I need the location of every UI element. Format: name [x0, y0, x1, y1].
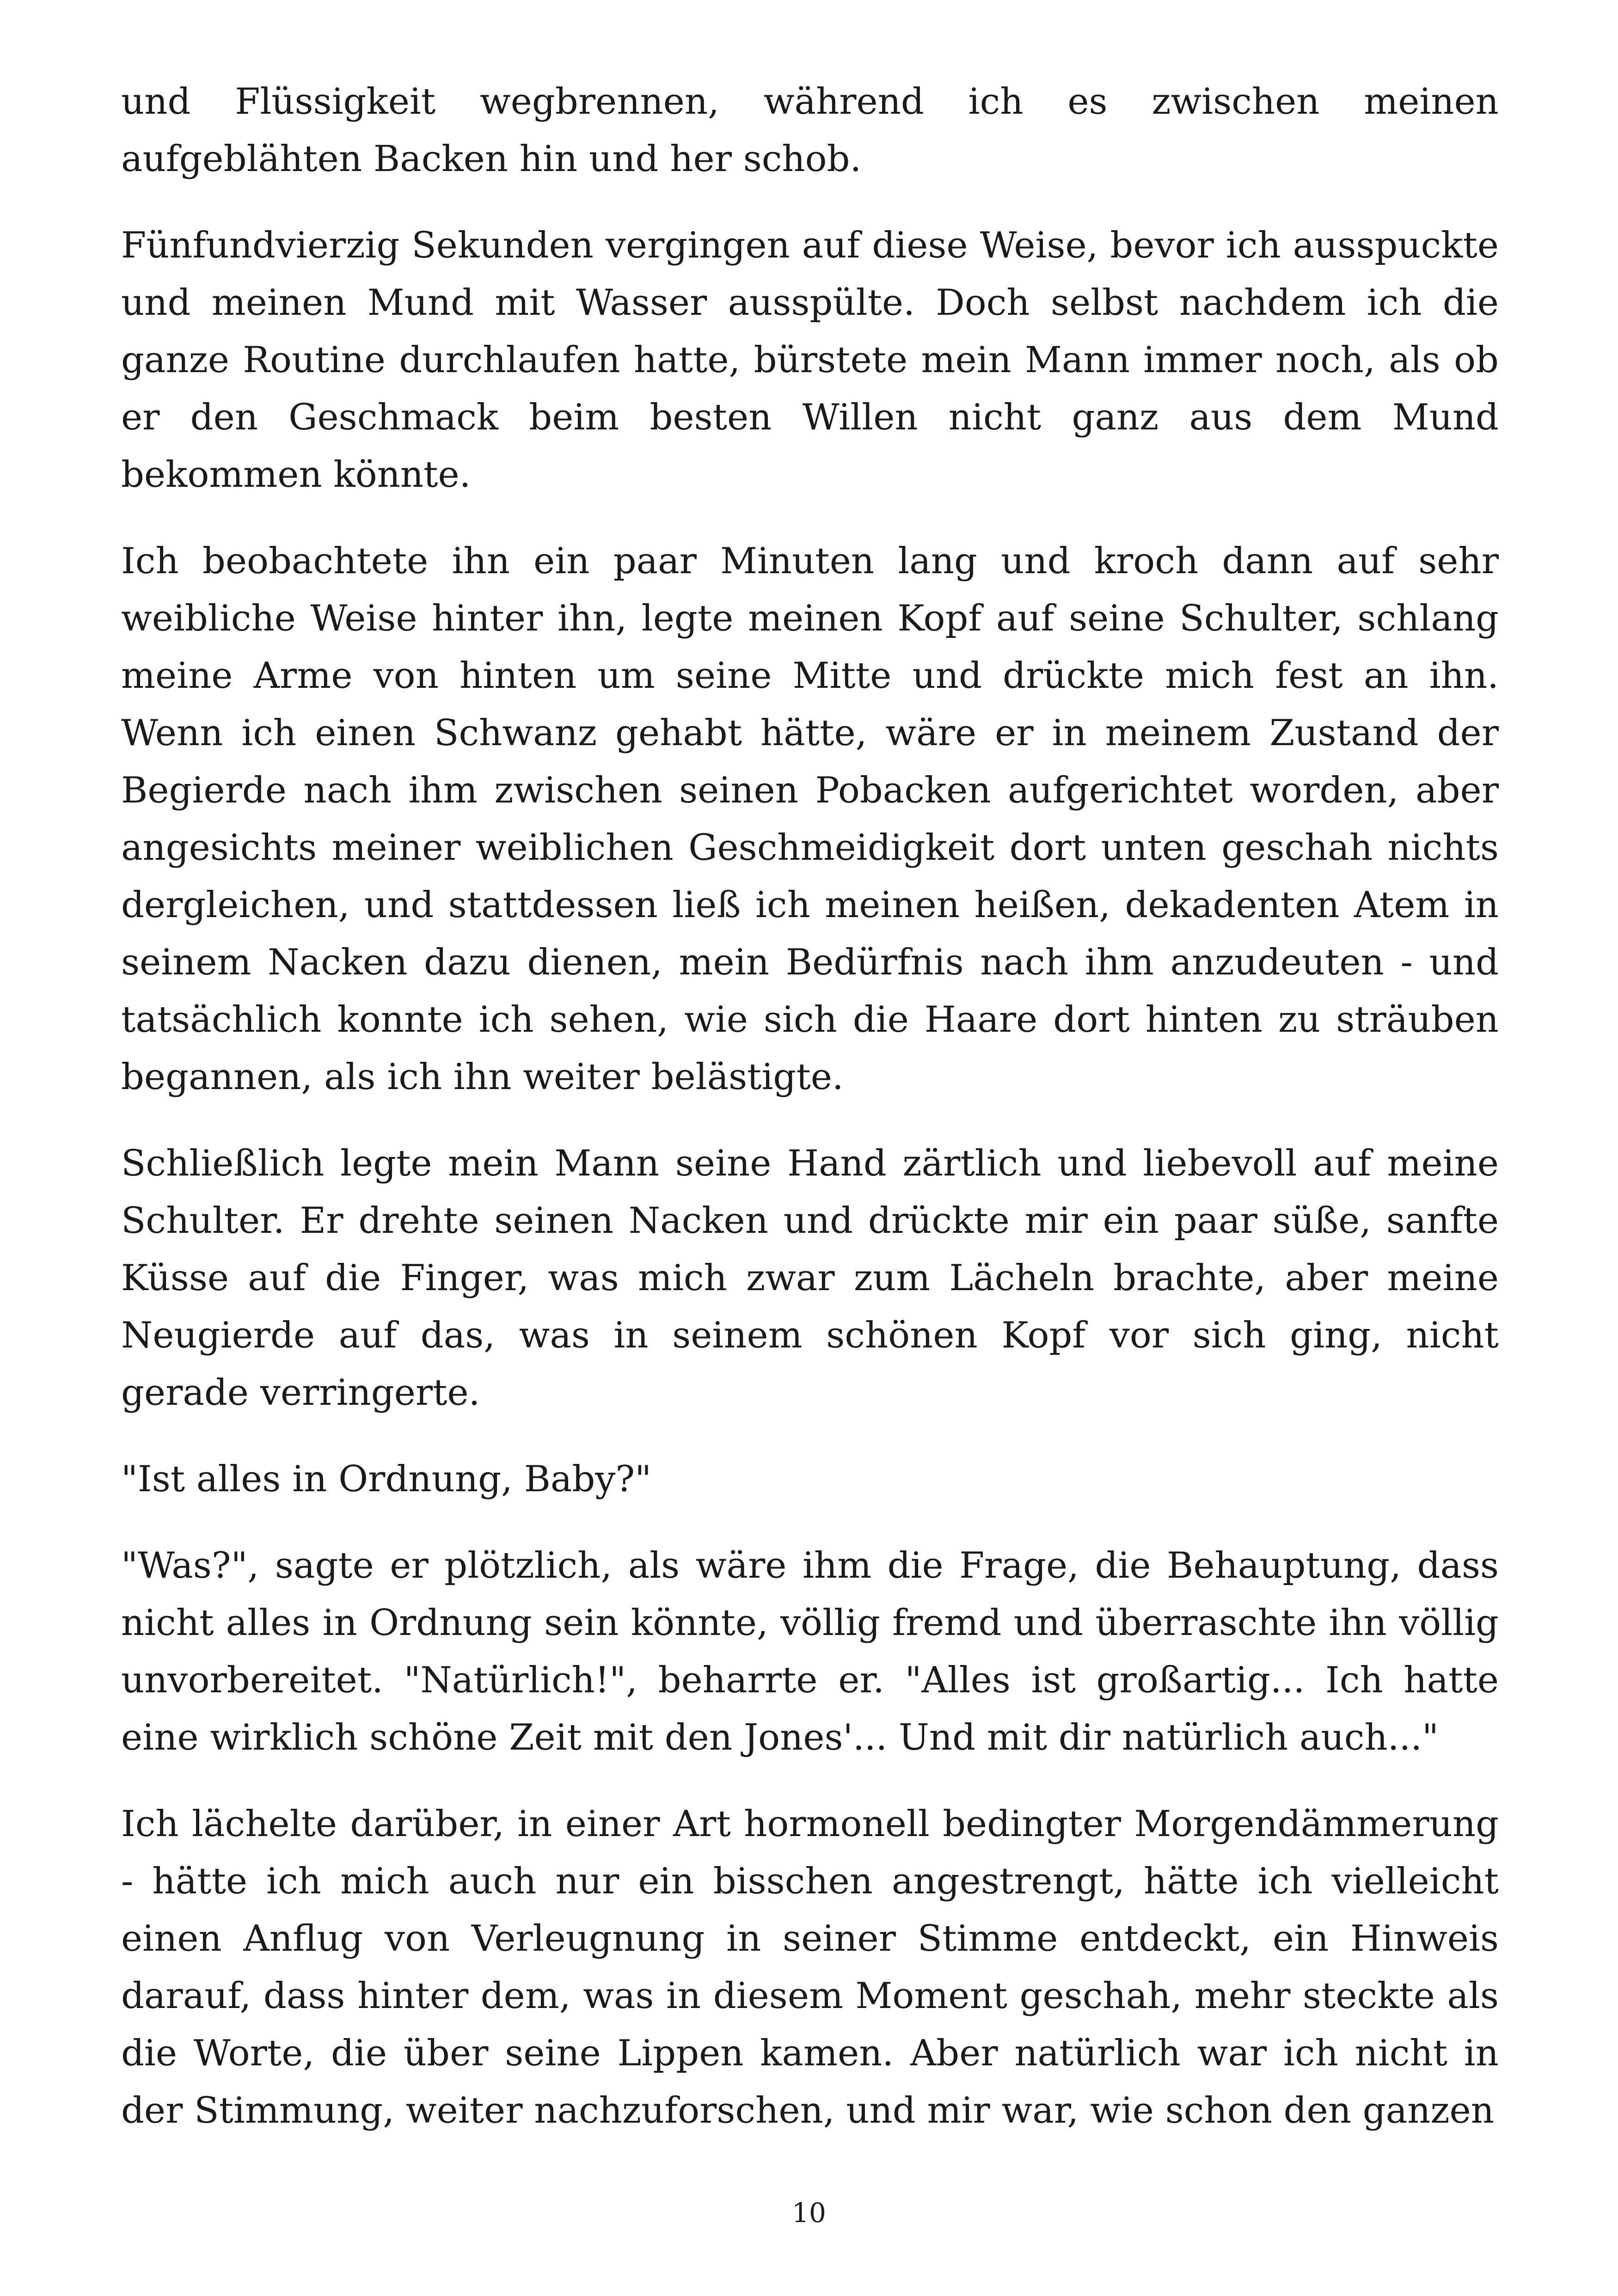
paragraph-6: "Was?", sagte er plötzlich, als wäre ihm die Frage, die Behauptung, dass nicht alles in Ordnung sein könnte, völlig fremd und überraschte ihn völlig unvorbereitet. "Natürlich!", beharrte er. "Alles ist großartig... Ich hatte eine wirklich schöne Zeit mit den Jones'... Und mit dir natürlich auch...": [121, 1545, 1499, 1758]
page-body-text: [121, 73, 1499, 2168]
paragraph-5-dialogue: "Ist alles in Ordnung, Baby?": [121, 1458, 652, 1500]
paragraph-7: Ich lächelte darüber, in einer Art hormonell bedingter Morgendämmerung - hätte ich mich auch nur ein bisschen angestrengt, hätte ich vielleicht einen Anflug von Verleugnung in seiner Stimme entdeckt, ein Hinweis darauf, dass hinter dem, was in diesem Moment geschah, mehr steckte als die Worte, die über seine Lippen kamen. Aber natürlich war ich nicht in der Stimmung, weiter nachzuforschen, und mir war, wie schon den ganzen: [121, 1803, 1499, 2131]
page-number: 10: [792, 2197, 826, 2229]
paragraph-4: Schließlich legte mein Mann seine Hand zärtlich und liebevoll auf meine Schulter. Er drehte seinen Nacken und drückte mir ein paar süße, sanfte Küsse auf die Finger, was mich zwar zum Lächeln brachte, aber meine Neugierde auf das, was in seinem schönen Kopf vor sich ging, nicht gerade verringerte.: [121, 1143, 1499, 1414]
paragraph-2: Fünfundvierzig Sekunden vergingen auf diese Weise, bevor ich ausspuckte und meinen Mund mit Wasser ausspülte. Doch selbst nachdem ich die ganze Routine durchlaufen hatte, bürstete mein Mann immer noch, als ob er den Geschmack beim besten Willen nicht ganz aus dem Mund bekommen könnte.: [121, 225, 1499, 496]
paragraph-1: und Flüssigkeit wegbrennen, während ich es zwischen meinen aufgeblähten Backen hin und her schob.: [121, 81, 1499, 180]
paragraph-3: Ich beobachtete ihn ein paar Minuten lang und kroch dann auf sehr weibliche Weise hinter ihn, legte meinen Kopf auf seine Schulter, schlang meine Arme von hinten um seine Mitte und drückte mich fest an ihn. Wenn ich einen Schwanz gehabt hätte, wäre er in meinem Zustand der Begierde nach ihm zwischen seinen Pobacken aufgerichtet worden, aber angesichts meiner weiblichen Geschmeidigkeit dort unten geschah nichts dergleichen, und stattdessen ließ ich meinen heißen, dekadenten Atem in seinem Nacken dazu dienen, mein Bedürfnis nach ihm anzudeuten - und tatsächlich konnte ich sehen, wie sich die Haare dort hinten zu sträuben begannen, als ich ihn weiter belästigte.: [121, 540, 1499, 1098]
